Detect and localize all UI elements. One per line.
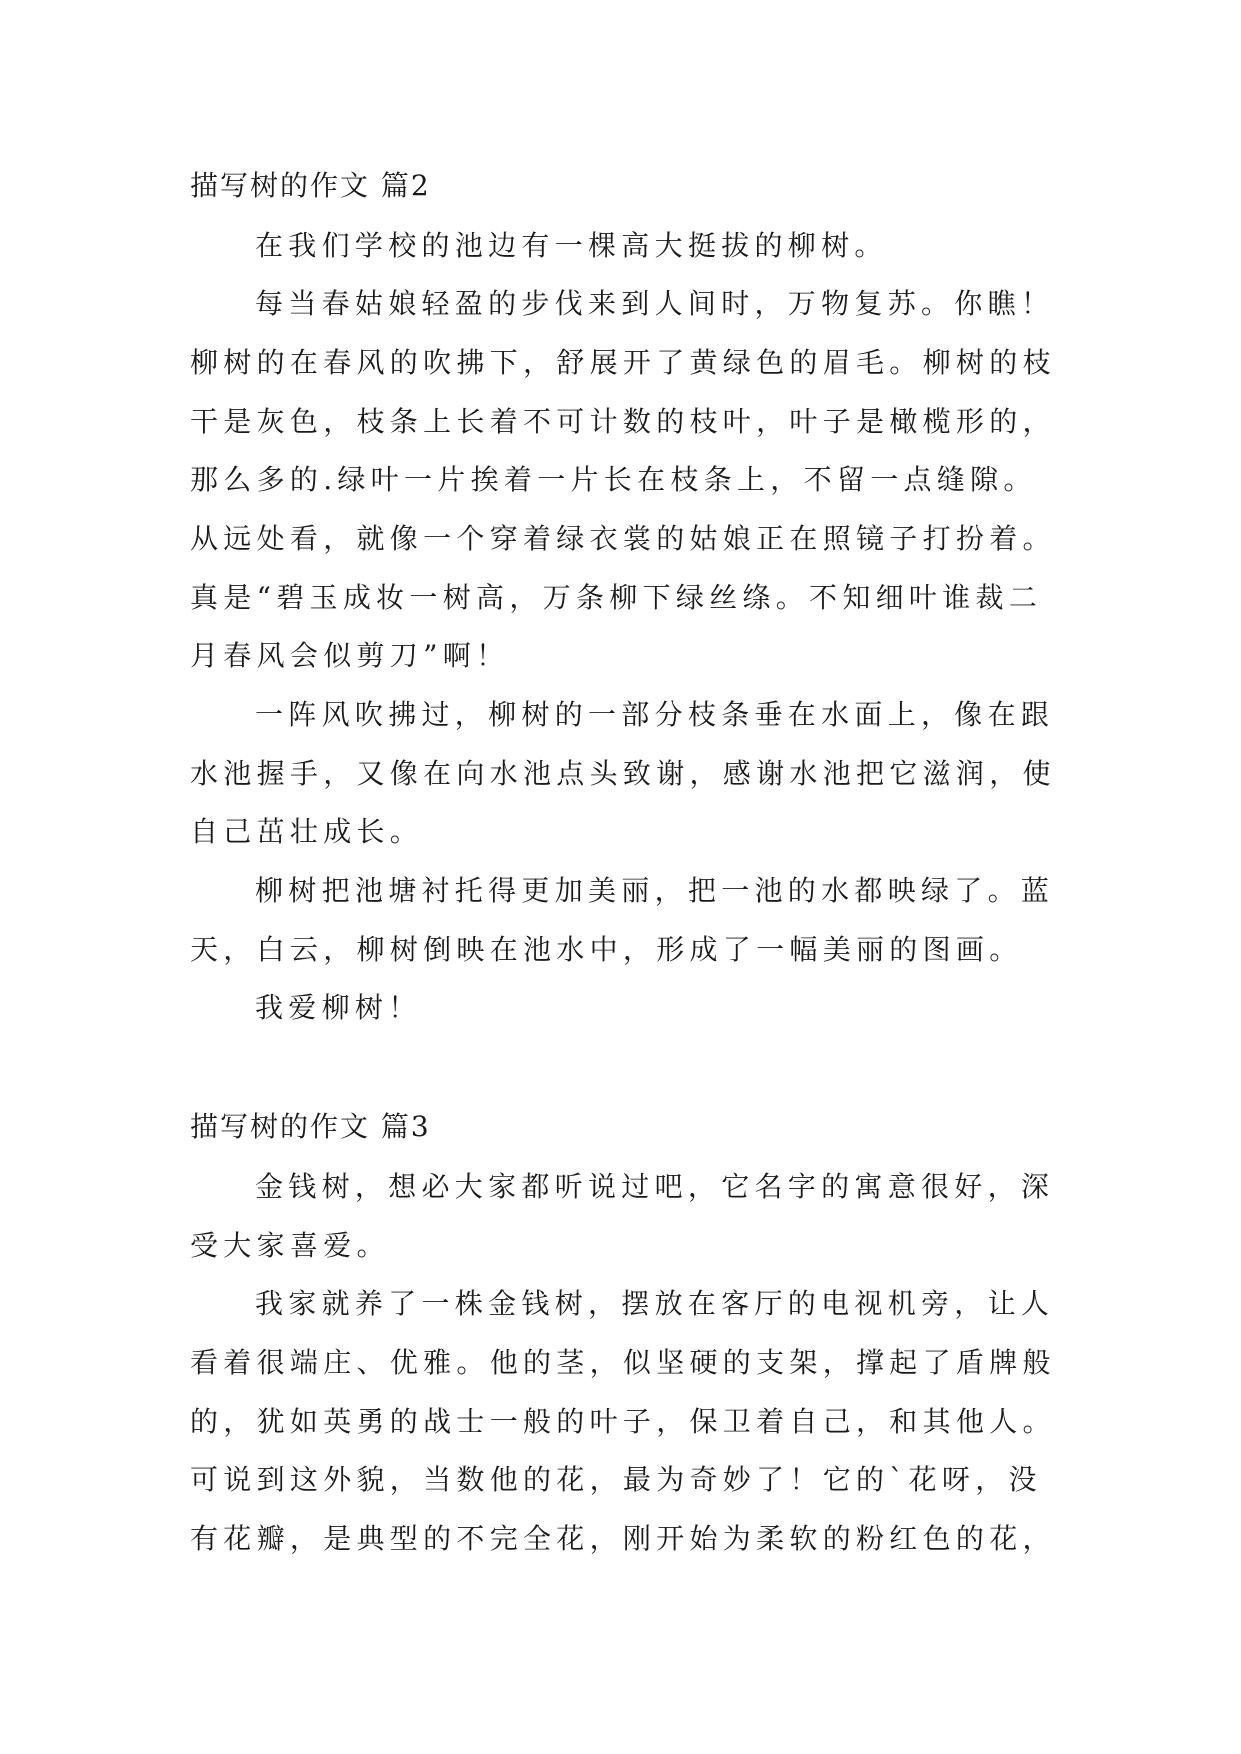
paragraph-line: 可说到这外貌，当数他的花，最为奇妙了！它的`花呀，没 [190,1463,1042,1496]
paragraph-line: 水池握手，又像在向水池点头致谢，感谢水池把它滋润，使 [190,757,1056,790]
paragraph-line: 一阵风吹拂过，柳树的一部分枝条垂在水面上，像在跟 [255,698,1055,731]
paragraph-line: 自己茁壮成长。 [190,815,424,848]
paragraph-line: 真是“碧玉成妆一树高，万条柳下绿丝绦。不知细叶谁裁二 [190,581,1043,614]
paragraph-line: 那么多的.绿叶一片挨着一片长在枝条上，不留一点缝隙。 [190,463,1037,496]
paragraph-line: 干是灰色，枝条上长着不可计数的枝叶，叶子是橄榄形的， [190,405,1056,438]
paragraph-line: 每当春姑娘轻盈的步伐来到人间时，万物复苏。你瞧！ [255,287,1055,320]
paragraph-line: 柳树的在春风的吹拂下，舒展开了黄绿色的眉毛。柳树的枝 [190,346,1056,379]
paragraph-line: 我家就养了一株金钱树，摆放在客厅的电视机旁，让人 [255,1287,1055,1320]
section-heading-3: 描写树的作文 篇3 [190,1110,431,1143]
paragraph-line: 看着很端庄、优雅。他的茎，似坚硬的支架，撑起了盾牌般 [190,1346,1056,1379]
paragraph-line: 有花瓣，是典型的不完全花，刚开始为柔软的粉红色的花， [190,1522,1056,1555]
paragraph-line: 从远处看，就像一个穿着绿衣裳的姑娘正在照镜子打扮着。 [190,522,1056,555]
paragraph-line: 金钱树，想必大家都听说过吧，它名字的寓意很好，深 [255,1170,1055,1203]
paragraph-line: 月春风会似剪刀”啊！ [190,639,510,672]
paragraph-line: 我爱柳树！ [255,991,422,1024]
paragraph-line: 在我们学校的池边有一棵高大挺拔的柳树。 [255,229,888,262]
section-heading-2: 描写树的作文 篇2 [190,169,431,202]
paragraph-line: 受大家喜爱。 [190,1229,390,1262]
paragraph-line: 天，白云，柳树倒映在池水中，形成了一幅美丽的图画。 [190,933,1023,966]
paragraph-line: 柳树把池塘衬托得更加美丽，把一池的水都映绿了。蓝 [255,874,1055,907]
paragraph-line: 的，犹如英勇的战士一般的叶子，保卫着自己，和其他人。 [190,1405,1056,1438]
